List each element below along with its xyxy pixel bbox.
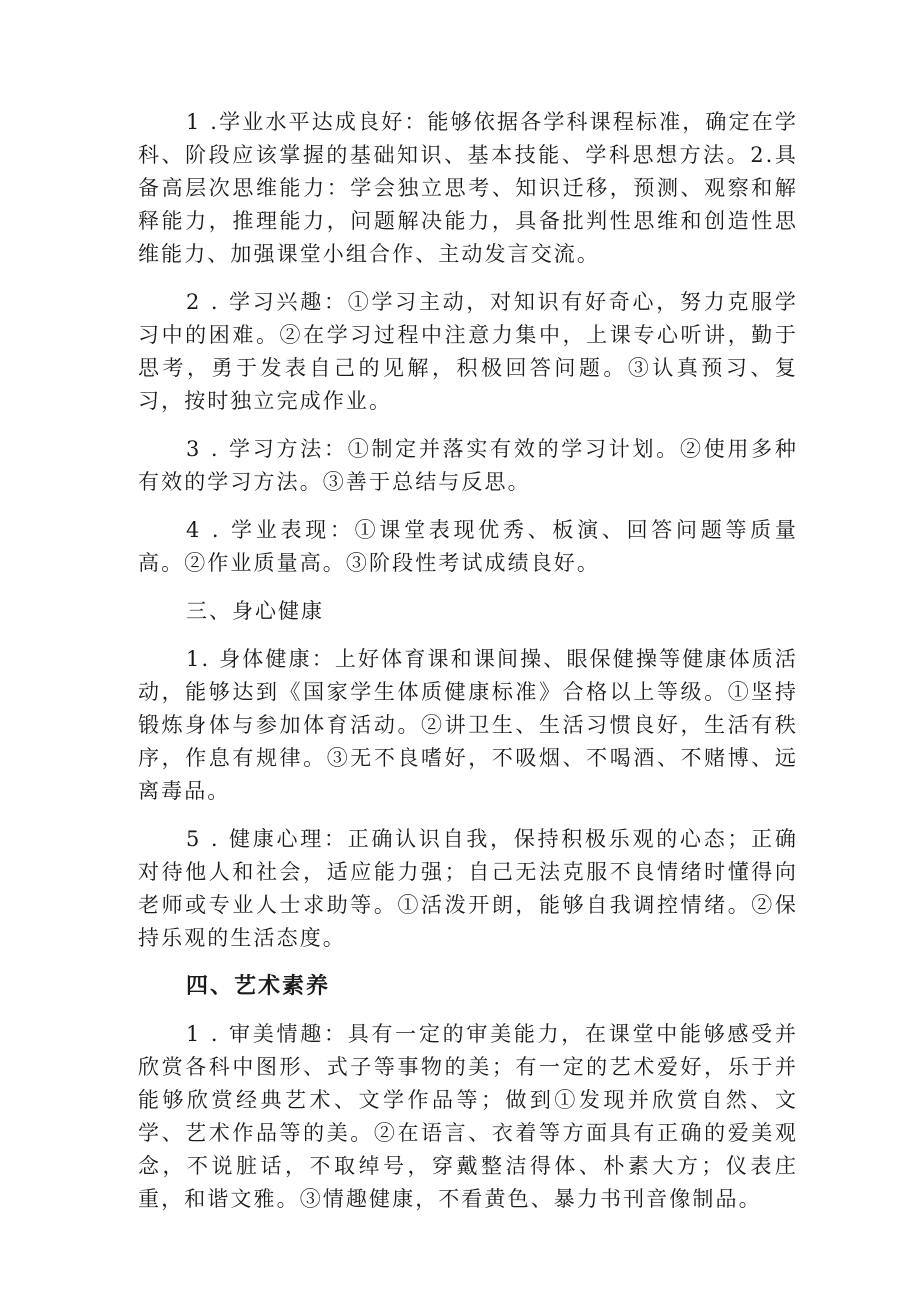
paragraph-learning-method: 3 . 学习方法：①制定并落实有效的学习计划。②使用多种有效的学习方法。③善于总结与反思。 (138, 437, 798, 494)
paragraph-learning-interest: 2 . 学习兴趣：①学习主动，对知识有好奇心，努力克服学习中的困难。②在学习过程中注意力集中，上课专心听讲，勤于思考，勇于发表自己的见解，积极回答问题。③认真预习、复习，按时独立完成作业。 (138, 290, 798, 413)
section-heading-physical-mental-health: 三、身心健康 (186, 599, 324, 623)
paragraph-physical-health: 1. 身体健康：上好体育课和课间操、眼保健操等健康体质活动，能够达到《国家学生体质健康标准》合格以上等级。①坚持锻炼身体与参加体育活动。②讲卫生、生活习惯良好，生活有秩序，作息有规律。③无不良嗜好，不吸烟、不喝酒、不赌博、远离毒品。 (138, 647, 798, 803)
paragraph-academic-performance: 4 . 学业表现：①课堂表现优秀、板演、回答问题等质量高。②作业质量高。③阶段性考试成绩良好。 (138, 518, 798, 575)
paragraph-aesthetic-taste: 1 . 审美情趣：具有一定的审美能力，在课堂中能够感受并欣赏各科中图形、式子等事物的美；有一定的艺术爱好，乐于并能够欣赏经典艺术、文学作品等；做到①发现并欣赏自然、文学、艺术作品等的美。②在语言、衣着等方面具有正确的爱美观念，不说脏话，不取绰号，穿戴整洁得体、朴素大方；仪表庄重，和谐文雅。③情趣健康，不看黄色、暴力书刊音像制品。 (138, 1022, 798, 1211)
section-heading-art-literacy: 四、艺术素养 (186, 974, 331, 999)
paragraph-mental-health: 5 . 健康心理：正确认识自我，保持积极乐观的心态；正确对待他人和社会，适应能力强；自己无法克服不良情绪时懂得向老师或专业人士求助等。①活泼开朗，能够自我调控情绪。②保持乐观的生活态度。 (138, 827, 798, 950)
document-page (138, 106, 798, 1231)
paragraph-academic-level: 1 .学业水平达成良好：能够依据各学科课程标准，确定在学科、阶段应该掌握的基础知识、基本技能、学科思想方法。2.具备高层次思维能力：学会独立思考、知识迁移，预测、观察和解释能力，推理能力，问题解决能力，具备批判性思维和创造性思维能力、加强课堂小组合作、主动发言交流。 (138, 110, 798, 266)
